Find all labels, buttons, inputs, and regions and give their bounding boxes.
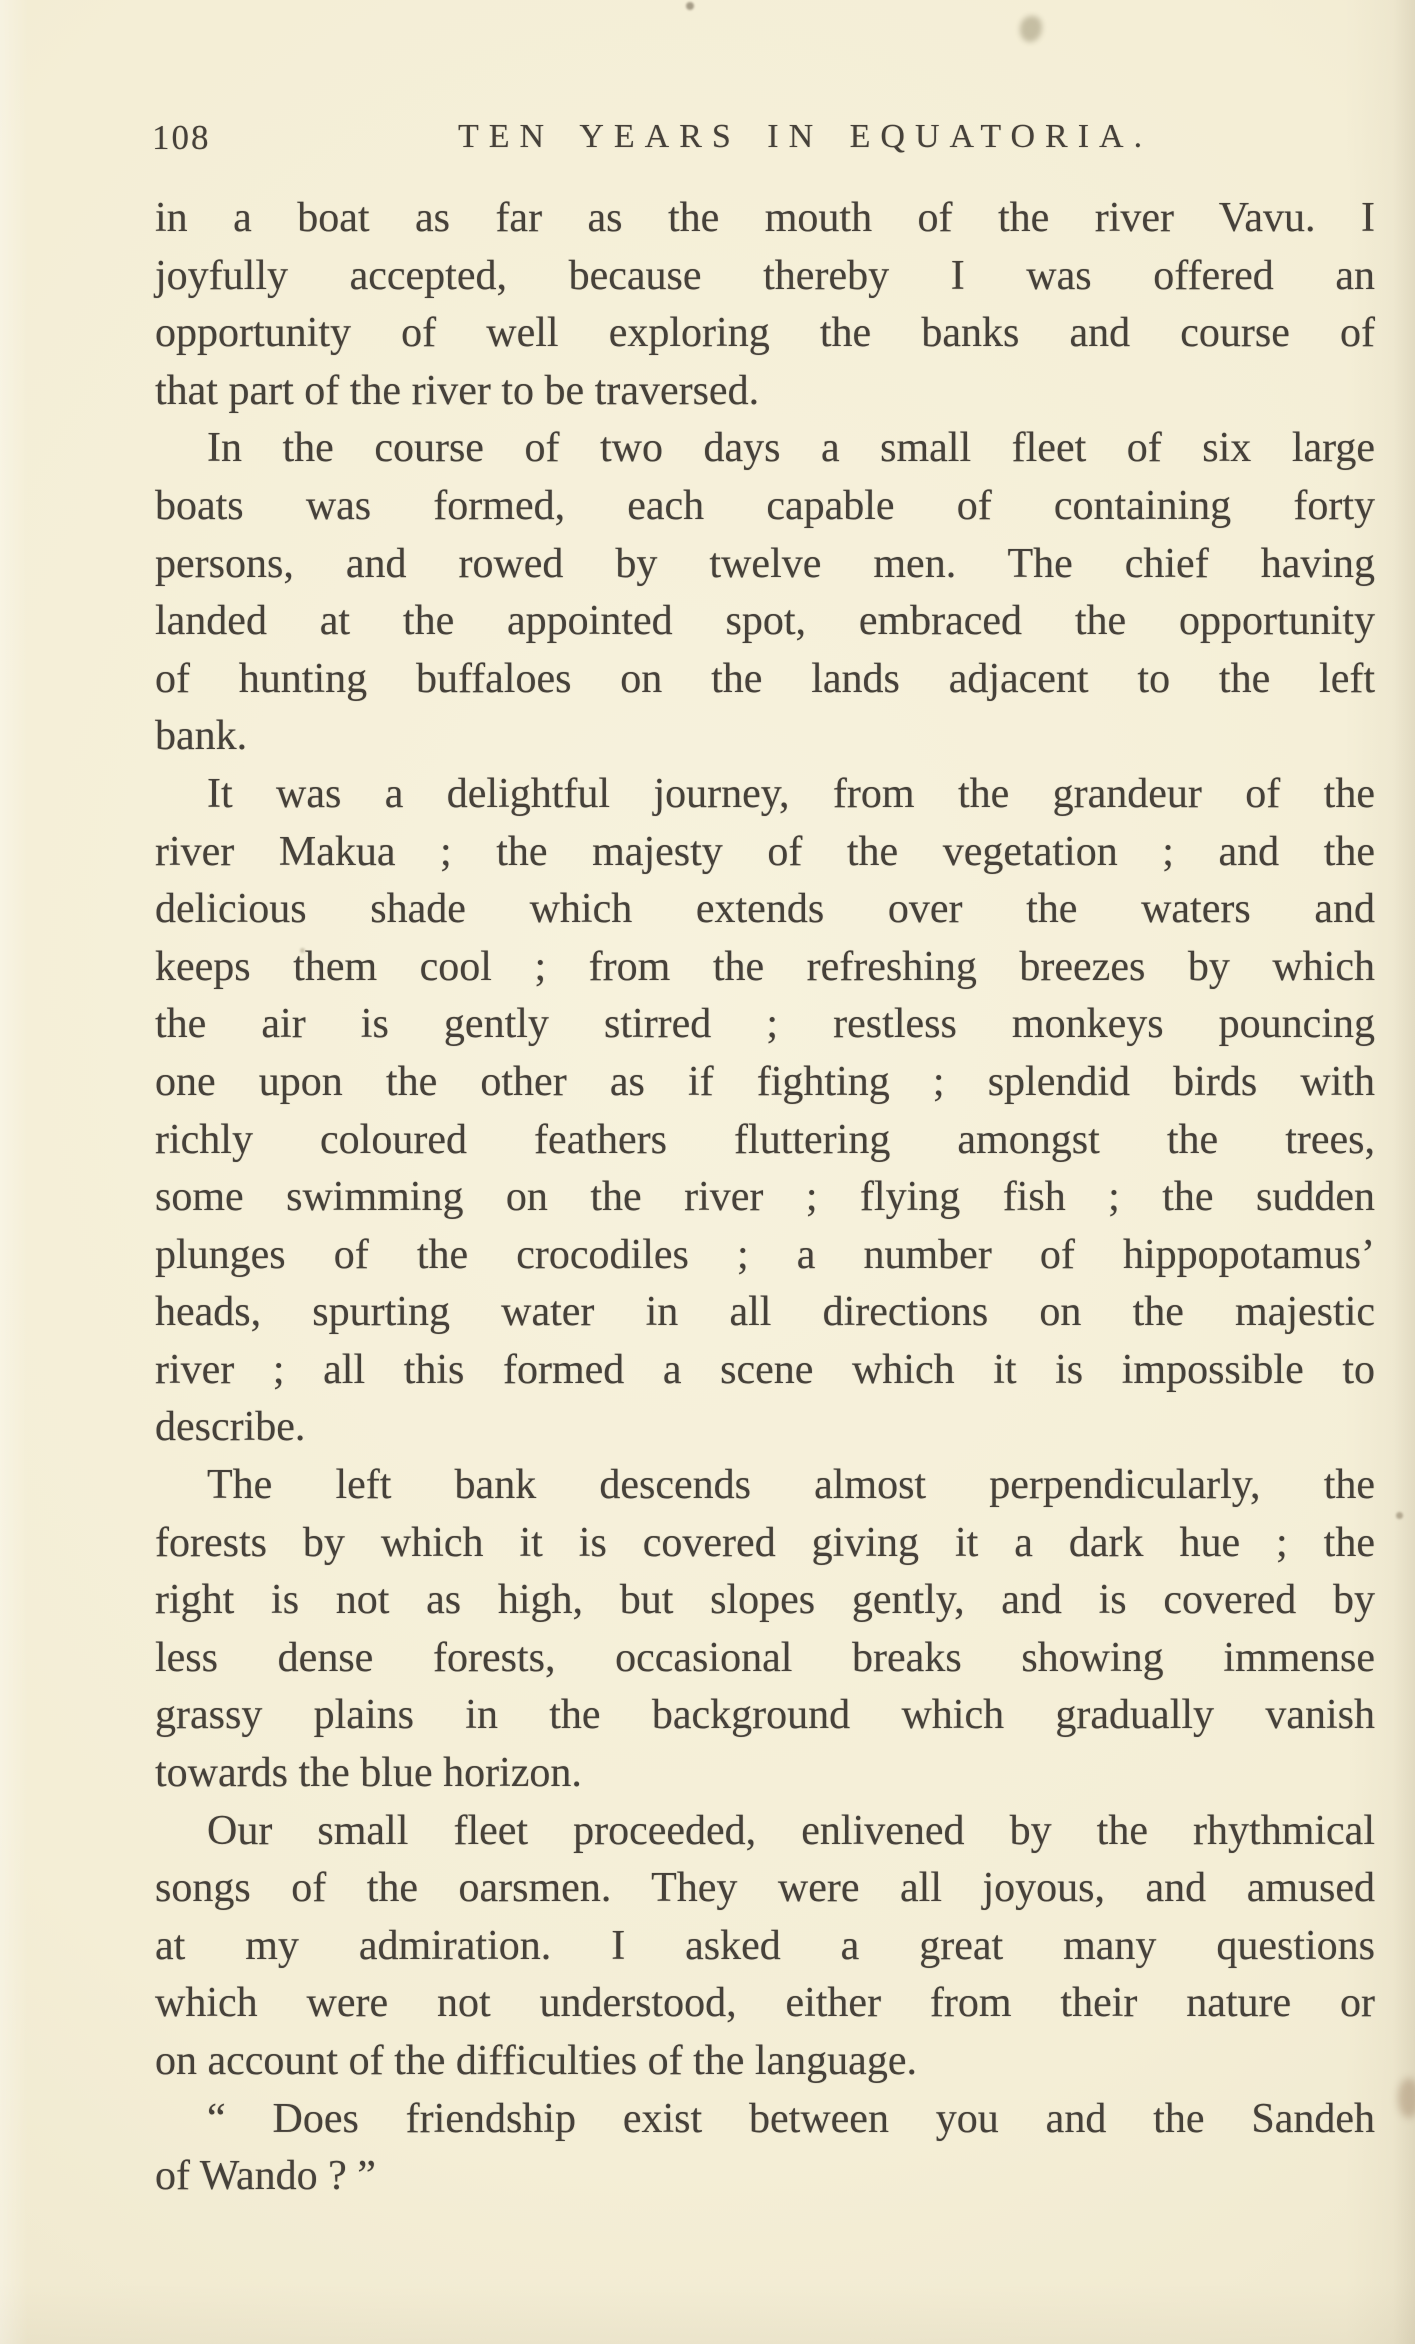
text-line: It was a delightful journey, from the grandeur of the — [207, 770, 1375, 817]
text-line: keeps them cool ; from the refreshing breezes by which — [155, 943, 1375, 990]
text-line: which were not understood, either from their nature or — [155, 1980, 1375, 2027]
text-line: bank. — [155, 713, 248, 760]
text-line: of hunting buffaloes on the lands adjacent to the left — [155, 655, 1375, 702]
text-line: boats was formed, each capable of containing forty — [155, 482, 1375, 529]
paragraph — [155, 1457, 1375, 1803]
text-line: richly coloured feathers fluttering amongst the trees, — [155, 1116, 1375, 1163]
text-line: of Wando ? ” — [155, 2153, 376, 2200]
text-line: in a boat as far as the mouth of the river Vavu. I — [155, 195, 1375, 241]
paragraph — [155, 190, 1375, 420]
text-line: towards the blue horizon. — [155, 1750, 582, 1797]
paragraph — [155, 420, 1375, 766]
text-line: “ Does friendship exist between you and the Sandeh — [207, 2095, 1375, 2142]
text-line: plunges of the crocodiles ; a number of hippopotamus’ — [155, 1231, 1375, 1278]
text-line: landed at the appointed spot, embraced the opportunity — [155, 598, 1375, 645]
text-line: river ; all this formed a scene which it is impossible to — [155, 1346, 1375, 1393]
text-line: describe. — [155, 1404, 306, 1451]
text-line: joyfully accepted, because thereby I was offered an — [155, 252, 1375, 299]
text-line: that part of the river to be traversed. — [155, 367, 760, 414]
text-line: grassy plains in the background which gradually vanish — [155, 1692, 1375, 1739]
text-line: persons, and rowed by twelve men. The chief having — [155, 540, 1375, 587]
text-line: less dense forests, occasional breaks showing immense — [155, 1634, 1375, 1681]
text-line: delicious shade which extends over the waters and — [155, 886, 1375, 933]
text-line: right is not as high, but slopes gently, and is covered by — [155, 1577, 1375, 1624]
text-line: forests by which it is covered giving it a dark hue ; the — [155, 1519, 1375, 1566]
paragraph — [155, 2091, 1375, 2206]
text-line: one upon the other as if fighting ; splendid birds with — [155, 1058, 1375, 1105]
text-line: In the course of two days a small fleet of six large — [207, 425, 1375, 472]
text-line: songs of the oarsmen. They were all joyous, and amused — [155, 1865, 1375, 1912]
text-line: some swimming on the river ; flying fish ; the sudden — [155, 1174, 1375, 1221]
text-body — [155, 190, 1375, 2206]
paragraph — [155, 1803, 1375, 2091]
text-line: opportunity of well exploring the banks and course of — [155, 310, 1375, 357]
scan-smudge-right-edge — [1398, 2078, 1415, 2118]
scan-speck-top-edge — [686, 2, 694, 10]
text-line: the air is gently stirred ; restless monkeys pouncing — [155, 1001, 1375, 1048]
page-header — [0, 0, 1415, 200]
scan-speck-left — [300, 948, 305, 953]
text-line: heads, spurting water in all directions on the majestic — [155, 1289, 1375, 1336]
text-line: river Makua ; the majesty of the vegetation ; and the — [155, 828, 1375, 875]
running-title: TEN YEARS IN EQUATORIA. — [458, 118, 1153, 155]
text-line: The left bank descends almost perpendicularly, the — [207, 1462, 1375, 1509]
text-line: Our small fleet proceeded, enlivened by the rhythmical — [207, 1807, 1375, 1854]
text-line: on account of the difficulties of the language. — [155, 2038, 917, 2084]
paragraph — [155, 766, 1375, 1457]
text-line: at my admiration. I asked a great many questions — [155, 1922, 1375, 1969]
page-number: 108 — [152, 118, 211, 157]
scan-speck-right-edge — [1396, 1512, 1403, 1519]
